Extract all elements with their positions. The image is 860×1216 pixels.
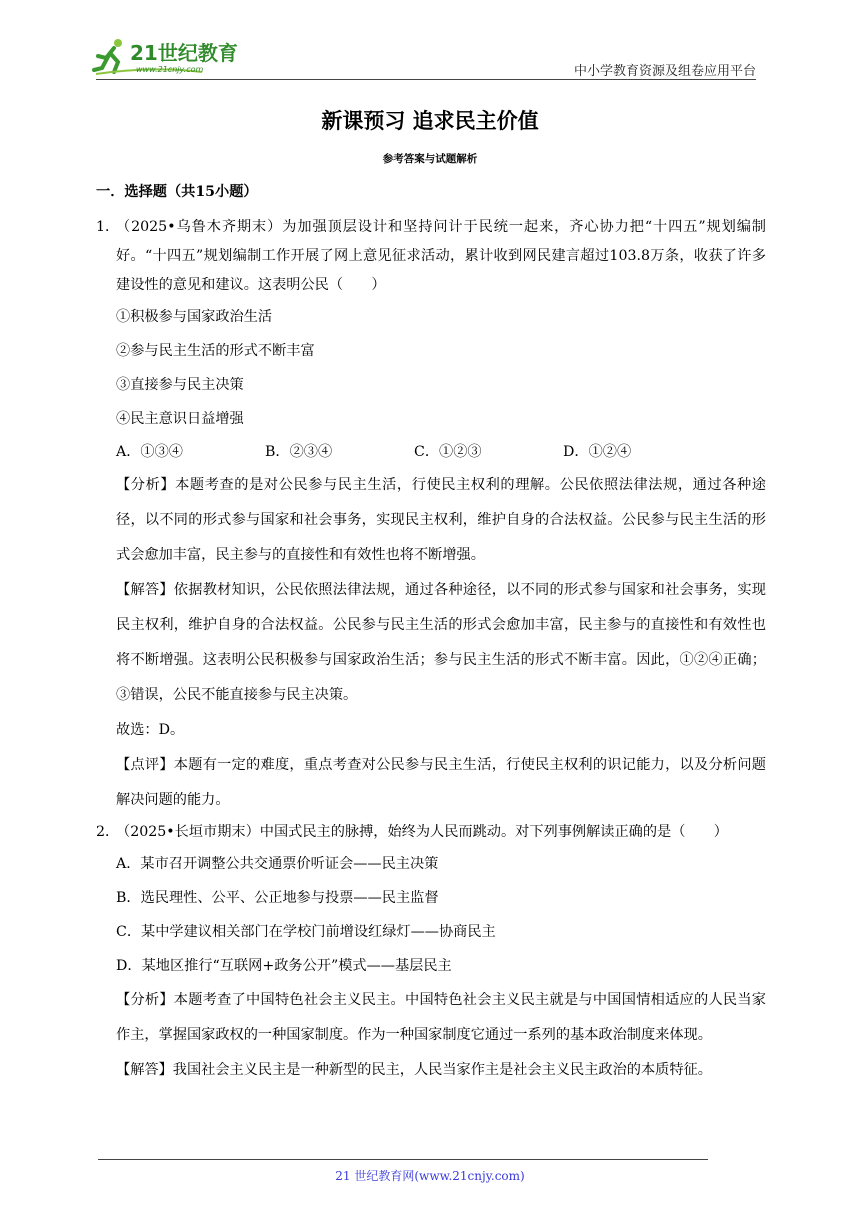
document-body	[96, 185, 766, 1088]
statement-list	[96, 300, 766, 818]
runner-logo-icon	[92, 36, 262, 78]
question-number: 1．	[96, 219, 120, 236]
choice-line: 故选：D。	[116, 722, 185, 739]
statement-item: ①积极参与国家政治生活	[116, 309, 273, 326]
option-c: C．某中学建议相关部门在学校门前增设红绿灯——协商民主	[116, 924, 496, 941]
option-b: B．②③④	[265, 444, 333, 461]
question-text: （2025•乌鲁木齐期末）为加强顶层设计和坚持问计于民统一起来，齐心协力把“十四五”规划编制好。“十四五”规划编制工作开展了网上意见征求活动，累计收到网民建言超过103.8万条，收获了许多建设性的意见和建议。这表明公民（ ）	[116, 219, 766, 294]
option-d: D．①②④	[563, 444, 632, 461]
question-text: （2025•长垣市期末）中国式民主的脉搏，始终为人民而跳动。对下列事例解读正确的是（ ）	[116, 824, 728, 841]
statement-item: ②参与民主生活的形式不断丰富	[116, 343, 315, 360]
option-b: B．选民理性、公平、公正地参与投票——民主监督	[116, 890, 439, 907]
statement-item: ④民主意识日益增强	[116, 411, 244, 428]
question-stem	[96, 818, 766, 847]
logo-text: 21世纪教育	[130, 41, 238, 65]
option-a: A．①③④	[116, 444, 183, 461]
section-heading: 一．选择题（共15小题）	[96, 184, 258, 200]
question-2	[96, 818, 766, 1088]
question-1	[96, 213, 766, 818]
document-subtitle: 参考答案与试题解析	[382, 153, 478, 165]
footer-divider	[98, 1159, 708, 1160]
analysis-paragraph: 【分析】本题考查了中国特色社会主义民主。中国特色社会主义民主就是与中国国情相适应的人民当家作主，掌握国家政权的一种国家制度。作为一种国家制度它通过一系列的基本政治制度来体现。	[116, 992, 766, 1044]
option-c: C．①②③	[414, 444, 482, 461]
document-title: 新课预习 追求民主价值	[321, 108, 539, 133]
answer-options	[116, 436, 766, 468]
answer-paragraph: 【解答】我国社会主义民主是一种新型的民主，人民当家作主是社会主义民主政治的本质特征。	[116, 1062, 712, 1079]
site-logo	[92, 36, 262, 78]
option-a: A．某市召开调整公共交通票价听证会——民主决策	[116, 856, 439, 873]
header-divider	[96, 79, 756, 80]
question-number: 2．	[96, 824, 120, 841]
analysis-paragraph: 【分析】本题考查的是对公民参与民主生活，行使民主权利的理解。公民依照法律法规，通过各种途径，以不同的形式参与国家和社会事务，实现民主权利，维护自身的合法权益。公民参与民主生活的形式会愈加丰富，民主参与的直接性和有效性也将不断增强。	[116, 477, 766, 564]
comment-paragraph: 【点评】本题有一定的难度，重点考查对公民参与民主生活，行使民主权利的识记能力，以及分析问题解决问题的能力。	[116, 757, 766, 809]
question-stem	[96, 213, 766, 300]
answer-paragraph: 【解答】依据教材知识，公民依照法律法规，通过各种途径，以不同的形式参与国家和社会事务，实现民主权利，维护自身的合法权益。公民参与民主生活的形式会愈加丰富，民主参与的直接性和有效性也将不断增强。这表明公民积极参与国家政治生活；参与民主生活的形式不断丰富。因此，①②④正确；③错误，公民不能直接参与民主决策。	[116, 582, 766, 704]
option-list	[96, 847, 766, 1088]
footer-link[interactable]: 21 世纪教育网(www.21cnjy.com)	[335, 1169, 525, 1183]
header-platform-text: 中小学教育资源及组卷应用平台	[573, 64, 756, 79]
logo-url: www.21cnjy.com	[136, 65, 204, 74]
statement-item: ③直接参与民主决策	[116, 377, 244, 394]
option-d: D．某地区推行“互联网+政务公开”模式——基层民主	[116, 958, 452, 975]
